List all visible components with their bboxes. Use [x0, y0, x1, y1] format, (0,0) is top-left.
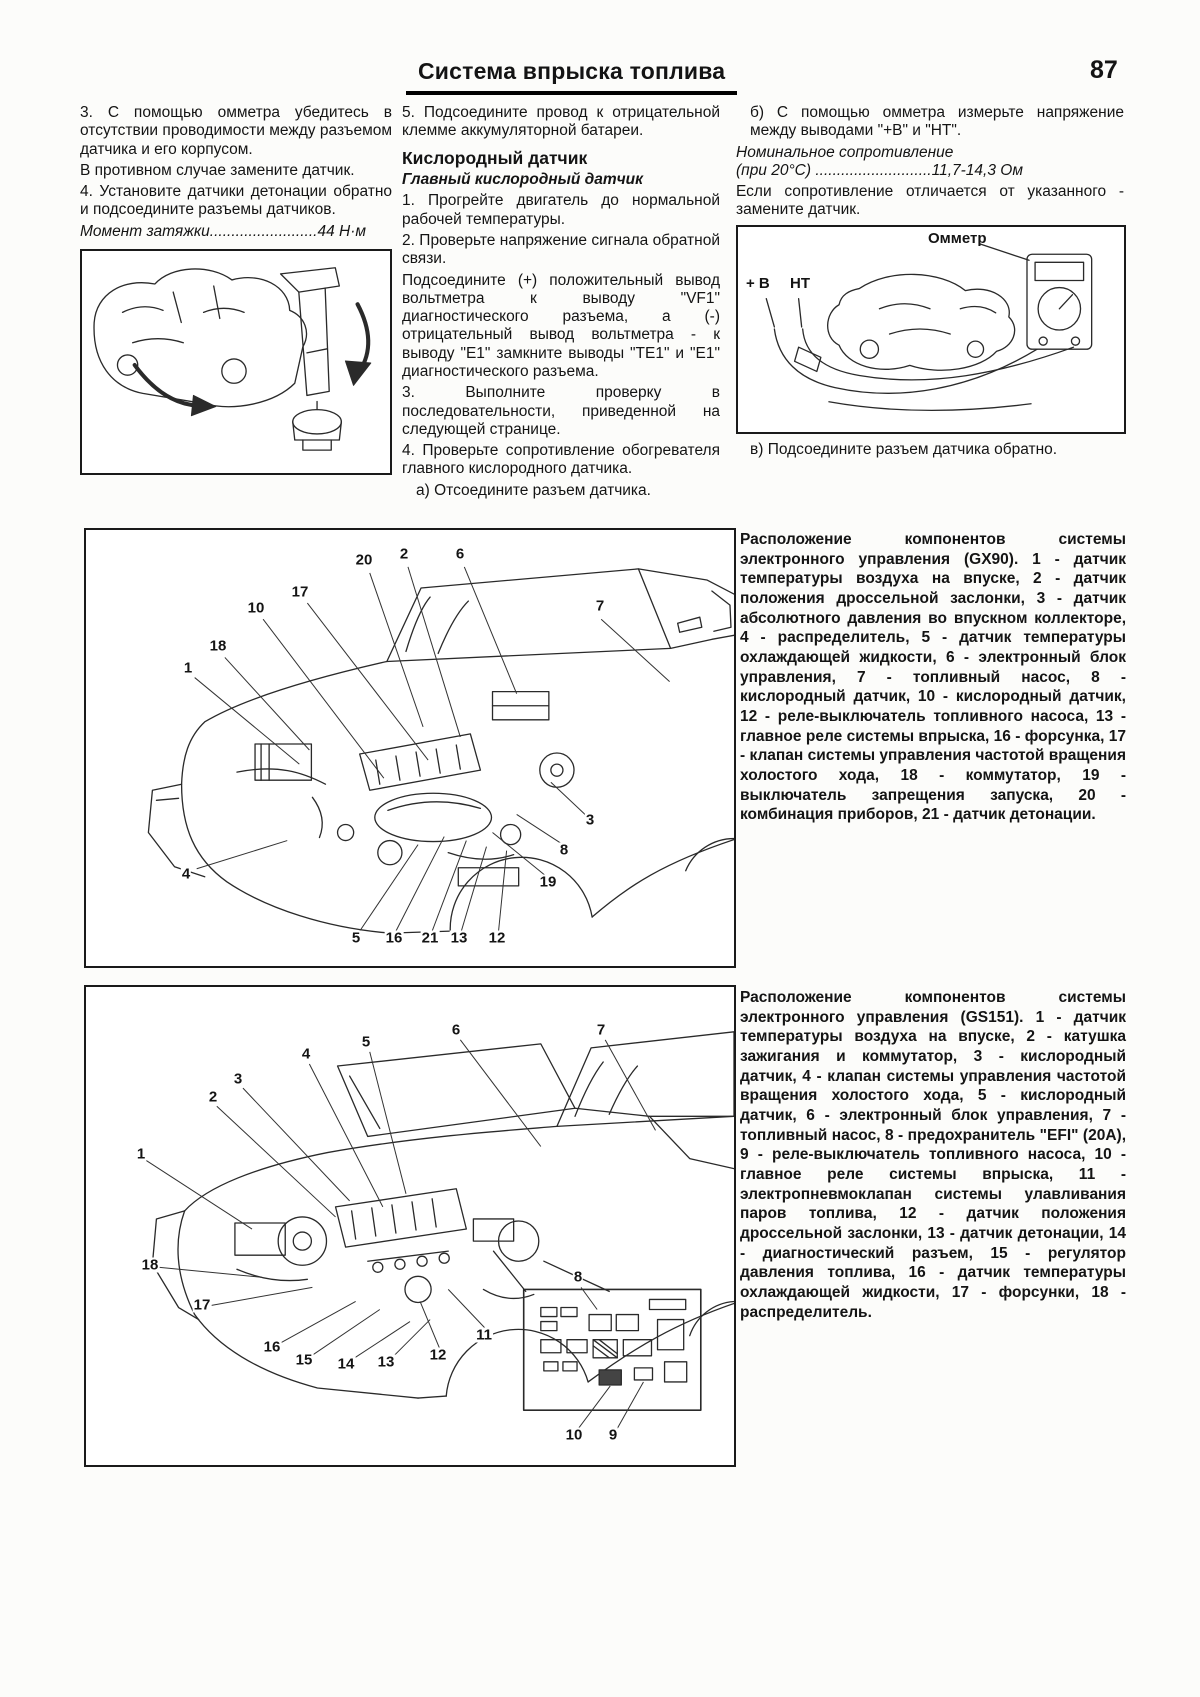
- section-heading: Кислородный датчик: [402, 147, 588, 168]
- figure-callout: 8: [573, 1268, 583, 1286]
- spec-value: (при 20°С) ...........................11,7-14,3 Ом: [736, 161, 1023, 179]
- figure-callout: 7: [595, 597, 605, 615]
- page-number: 87: [1090, 56, 1118, 84]
- figure-callout: 20: [355, 551, 373, 569]
- plus-b-label: + B: [746, 274, 770, 292]
- figure-callout: 11: [476, 1326, 492, 1344]
- page-title: Система впрыска топлива: [406, 58, 737, 95]
- figure-callout: 21: [421, 929, 439, 947]
- column-right: [736, 104, 1124, 462]
- column-left: [80, 104, 392, 475]
- figure-callout: 2: [208, 1088, 218, 1106]
- figure-callout: 1: [136, 1145, 146, 1163]
- figure-callout: 12: [488, 929, 506, 947]
- figure-callout: 14: [337, 1355, 355, 1373]
- ht-label: HT: [790, 274, 810, 292]
- figure-callout: 8: [559, 841, 569, 859]
- figure-callout: 18: [209, 637, 227, 655]
- paragraph: б) С помощью омметра измерьте напряжение между выводами "+B" и "HT".: [750, 104, 1124, 140]
- paragraph: 4. Установите датчики детонации обратно и подсоедините разъемы датчиков.: [80, 183, 392, 219]
- figure-gx90-components: [84, 528, 736, 968]
- figure-callout: 2: [399, 545, 409, 563]
- figure-callout: 9: [608, 1426, 618, 1444]
- figure-callout: 3: [233, 1070, 243, 1088]
- figure-callout: 18: [141, 1256, 159, 1274]
- figure-callout: 7: [596, 1021, 606, 1039]
- paragraph: 4. Проверьте сопротивление обогревателя главного кислородного датчика.: [402, 442, 720, 478]
- figure-callout: 1: [183, 659, 193, 677]
- figure-callout: 16: [263, 1338, 281, 1356]
- figure-callout: 13: [450, 929, 468, 947]
- figure-callout: 17: [193, 1296, 211, 1314]
- paragraph: 3. С помощью омметра убедитесь в отсутствии проводимости между разъемом датчика и его корпусом.: [80, 104, 392, 158]
- figure-callout: 19: [539, 873, 557, 891]
- figure-callout: 10: [565, 1426, 583, 1444]
- ohmmeter-drawing: [738, 227, 1124, 432]
- figure-knock-sensor: [80, 249, 392, 475]
- figure-callout: 6: [451, 1021, 461, 1039]
- gx90-caption: Расположение компонентов системы электронного управления (GX90). 1 - датчик температуры воздуха на впуске, 2 - датчик положения дроссельной заслонки, 3 - датчик абсолютного давления во впускном коллекторе, 4 - распределитель, 5 - датчик температуры охлаждающей жидкости, 6 - электронный блок управления, 7 - топливный насос, 8 - кислородный датчик, 10 - кислородный датчик, 12 - реле-выключатель топливного насоса, 13 - главное реле системы впрыска, 16 - форсунка, 17 - клапан системы управления частотой вращения холостого хода, 18 - коммутатор, 19 - выключатель запрещения запуска, 20 - комбинация приборов, 21 - датчик детонации.: [740, 531, 1126, 824]
- paragraph: 5. Подсоедините провод к отрицательной клемме аккумуляторной батареи.: [402, 104, 720, 140]
- figure-callout: 3: [585, 811, 595, 829]
- figure-callout: 17: [291, 583, 309, 601]
- paragraph: в) Подсоедините разъем датчика обратно.: [750, 440, 1058, 458]
- figure-callout: 16: [385, 929, 403, 947]
- paragraph: 2. Проверьте напряжение сигнала обратной связи.: [402, 232, 720, 268]
- figure-callout: 4: [181, 865, 191, 883]
- figure-callout: 15: [295, 1351, 313, 1369]
- paragraph: В противном случае замените датчик.: [80, 161, 355, 179]
- spec-label: Номинальное сопротивление: [736, 143, 954, 161]
- knock-sensor-drawing: [82, 251, 390, 473]
- paragraph: Если сопротивление отличается от указанного - замените датчик.: [736, 183, 1124, 219]
- figure-callout: 5: [351, 929, 361, 947]
- subsection-heading: Главный кислородный датчик: [402, 171, 644, 189]
- figure-gs151-components: [84, 985, 736, 1467]
- ohmmeter-label: Омметр: [928, 229, 987, 247]
- gs151-caption: Расположение компонентов системы электронного управления (GS151). 1 - датчик температуры воздуха на впуске, 2 - катушка зажигания и коммутатор, 3 - кислородный датчик, 4 - клапан системы управления частотой вращения холостого хода, 5 - кислородный датчик, 6 - электронный блок управления, 7 - топливный насос, 8 - предохранитель "EFI" (20А), 9 - реле-выключатель топливного насоса, 10 - главное реле системы впрыска, 11 - электропневмоклапан системы улавливания паров топлива, 12 - датчик положения дроссельной заслонки, 13 - датчик детонации, 14 - диагностический разъем, 15 - регулятор давления топлива, 16 - датчик температуры охлаждающей жидкости, 17 - форсунки, 18 - распределитель.: [740, 989, 1126, 1321]
- figure-callout: 6: [455, 545, 465, 563]
- figure-callout: 10: [247, 599, 265, 617]
- gx90-car-drawing: [86, 530, 734, 966]
- paragraph: Подсоедините (+) положительный вывод вольтметра к выводу "VF1" диагностического разъема, а (-) отрицательный вывод вольтметра - к выводу "E1" замкните выводы "TE1" и "E1" диагностического разъема.: [402, 271, 720, 381]
- figure-callout: 5: [361, 1033, 371, 1051]
- gs151-car-drawing: [86, 987, 734, 1465]
- figure-callout: 4: [301, 1045, 311, 1063]
- column-middle: [402, 104, 720, 503]
- paragraph: 1. Прогрейте двигатель до нормальной рабочей температуры.: [402, 192, 720, 228]
- figure-callout: 13: [377, 1353, 395, 1371]
- paragraph: а) Отсоедините разъем датчика.: [416, 481, 651, 499]
- paragraph: 3. Выполните проверку в последовательности, приведенной на следующей странице.: [402, 384, 720, 438]
- torque-spec: Момент затяжки.........................44 Н·м: [80, 222, 366, 240]
- figure-ohmmeter: [736, 225, 1126, 434]
- figure-callout: 12: [429, 1346, 447, 1364]
